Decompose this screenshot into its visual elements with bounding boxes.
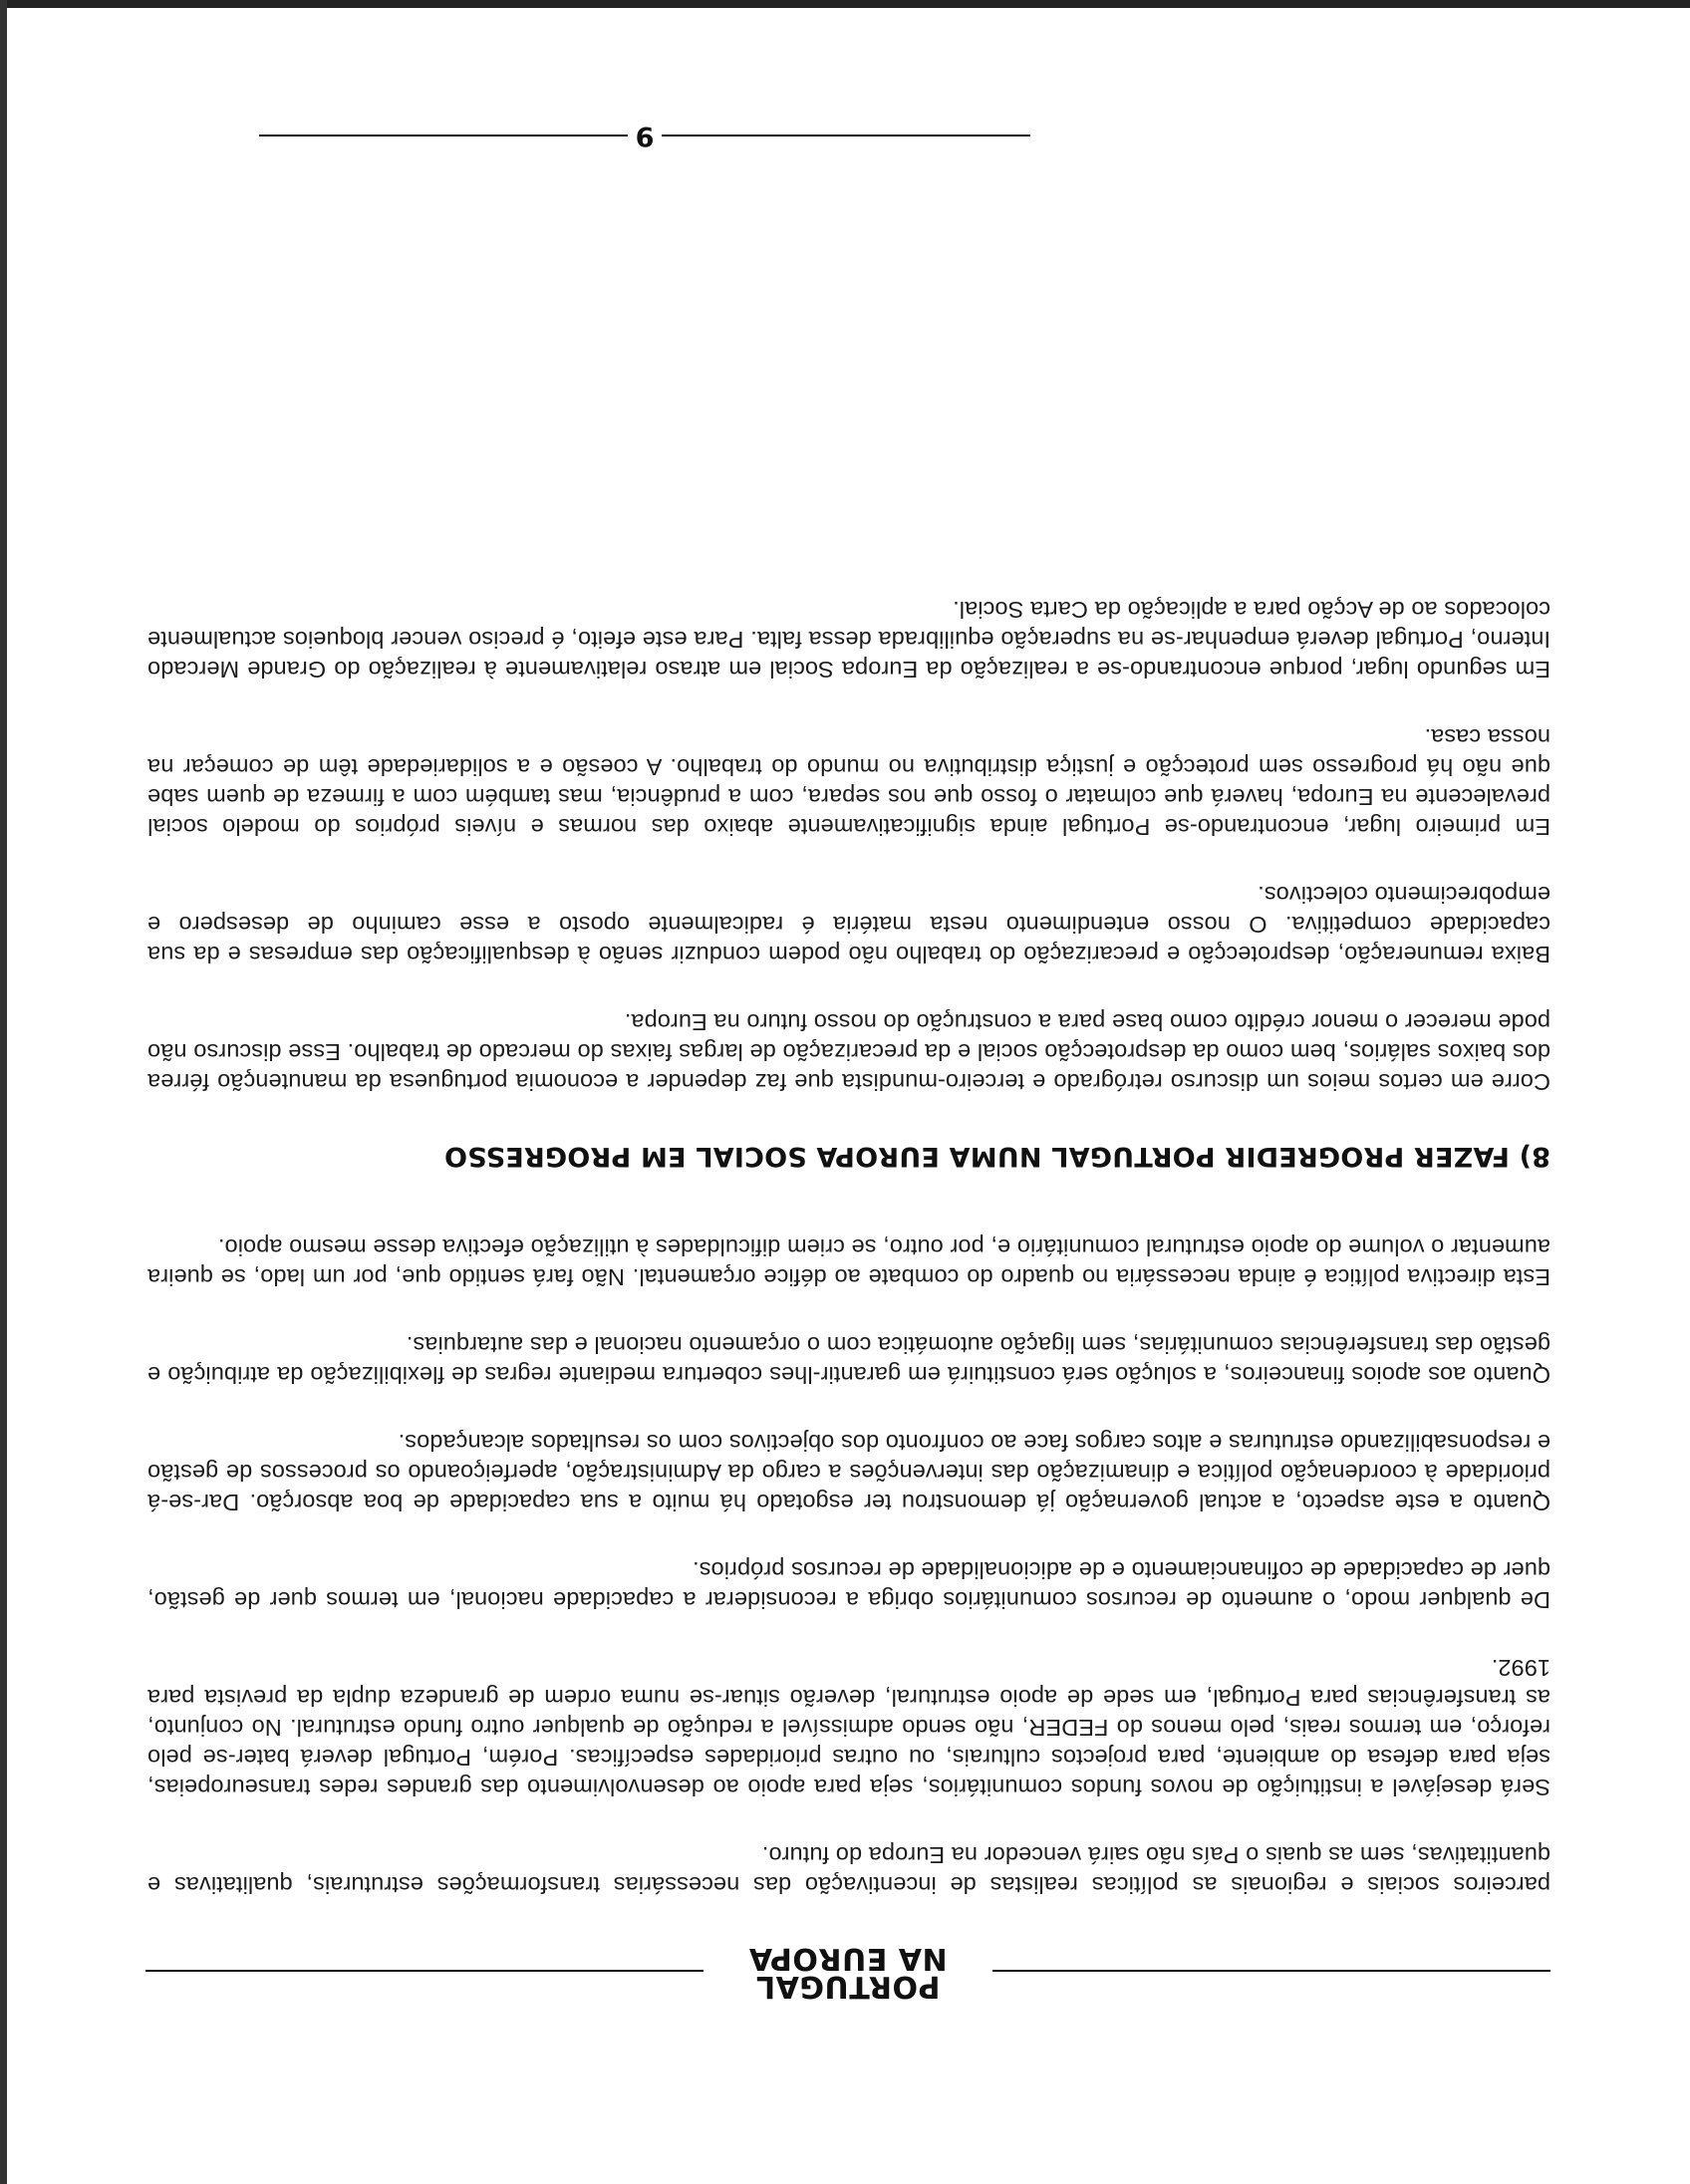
document-body: [147, 557, 1550, 1900]
paragraph: Em segundo lugar, porque encontrando-se a realização da Europa Social em atraso relativamente à realização do Grande Mercado Interno, Portugal deverá empenhar-se na superação equilibrada dessa falta. Para este efeito, é preciso vencer bloqueios actualmente colocados ao de Acção para a aplicação da Carta Social.: [147, 597, 1550, 682]
paragraph: Quanto aos apoios financeiros, a solução será constituirá em garantir-lhes cobertura mediante regras de flexibilização da atribuição e gestão das transferências comunitárias, sem ligação automática com o orçamento nacional e das autarquias.: [147, 1332, 1550, 1388]
paragraph: parceiros sociais e regionais as políticas realistas de incentivação das necessárias transformações estruturais, qualitativas e quantitativas, sem as quais o País não sairá vencedor na Europa do futuro.: [147, 1842, 1550, 1898]
paragraph: Quanto a este aspecto, a actual governação já demonstrou ter esgotado há muito a sua capacidade de boa absorção. Dar-se-á prioridade à coordenação política e dinamização das intervenções a cargo da Administração, aperfeiçoando os processos de gestão e responsabilizando estruturas e altos cargos face ao confronto dos objectivos com os resultados alcançados.: [147, 1430, 1550, 1515]
paragraph: Esta directiva política é ainda necessária no quadro do combate ao défice orçamental. Não fará sentido que, por um lado, se queira aumentar o volume do apoio estrutural comunitário e, por outro, se criem dificuldades à utilização efectiva desse mesmo apoio.: [147, 1234, 1550, 1290]
paragraph: Baixa remuneração, desprotecção e precarização do trabalho não podem conduzir senão à desqualificação das empresas e da sua capacidade competitiva. O nosso entendimento nesta matéria é radicalmente oposto a esse caminho de desespero e empobrecimento colectivos.: [147, 882, 1550, 967]
logo-line-1: PORTUGAL: [755, 1969, 941, 2004]
section-heading: 8) FAZER PROGREDIR PORTUGAL NUMA EUROPA SOCIAL EM PROGRESSO: [443, 1141, 1550, 1172]
paragraph: De qualquer modo, o aumento de recursos comunitários obriga a reconsiderar a capacidade nacional, em termos quer de gestão, quer de capacidade de cofinanciamento e de adicionalidade de recursos próprios.: [147, 1557, 1550, 1613]
paragraph: Será desejável a instituição de novos fundos comunitários, seja para apoio ao desenvolvimento das grandes redes transeuropeias, seja para defesa do ambiente, para projectos culturais, ou outras prioridades específicas. Porém, Portugal deverá bater-se pelo reforço, em termos reais, pelo menos do FEDER, não sendo admissível a redução de qualquer outro fundo estrutural. No conjunto, as transferências para Portugal, em sede de apoio estrutural, deverão situar-se numa ordem de grandeza dupla da prevista para 1992.: [147, 1655, 1550, 1800]
scan-edge-shadow: [0, 0, 7, 2184]
paragraph: Em primeiro lugar, encontrando-se Portugal ainda significativamente abaixo das normas e níveis próprios do modelo social prevalecente na Europa, haverá que colmatar o fosso que nos separa, com a prudência, mas também com a firmeza de quem sabe que não há progresso sem protecção e justiça distributiva no mundo do trabalho. A coesão e a solidariedade têm de começar na nossa casa.: [147, 724, 1550, 840]
paragraph: Corre em certos meios um discurso retrógrado e terceiro-mundista que faz depender a economia portuguesa da manutenção férrea dos baixos salários, bem como da desprotecção social e da precarização de largas faixas do mercado de trabalho. Esse discurso não pode merecer o menor crédito como base para a construção do nosso futuro na Europa.: [147, 1009, 1550, 1095]
logo-line-2: NA EUROPA: [748, 1941, 948, 1976]
header-rule: [145, 1970, 704, 1972]
scan-edge-shadow: [0, 0, 1690, 8]
header-rule: [992, 1970, 1550, 1972]
page-number-rule: [662, 135, 1030, 136]
page-number-rule: [259, 135, 628, 136]
header-logo: [723, 1941, 973, 2004]
page-number: 9: [635, 121, 655, 151]
